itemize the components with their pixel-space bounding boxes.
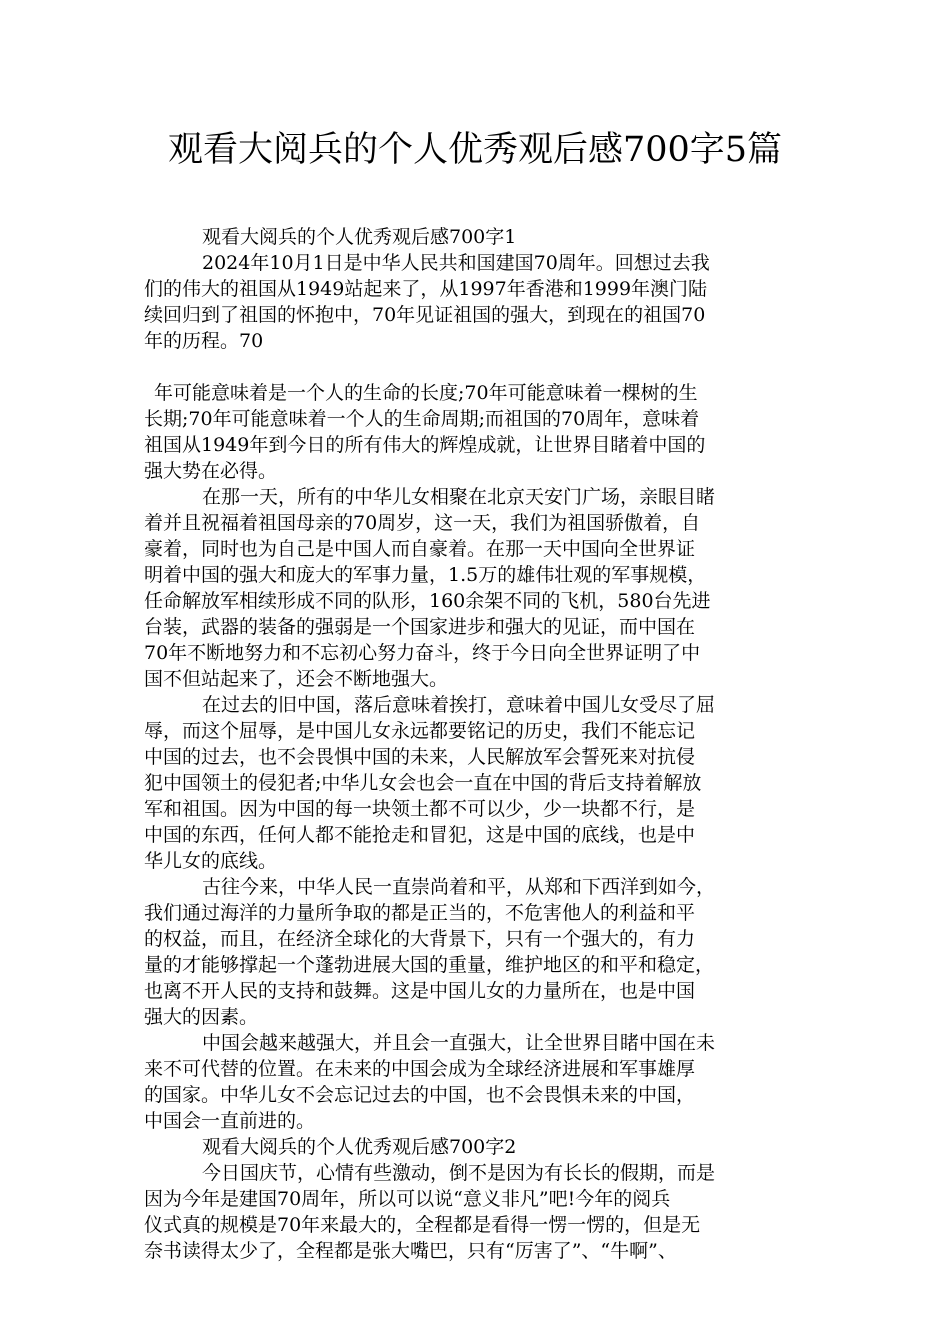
paragraph-line: 长期;70年可能意味着一个人的生命周期;而祖国的70周年，意味着	[144, 408, 700, 430]
document-title: 观看大阅兵的个人优秀观后感700字5篇	[167, 130, 783, 170]
paragraph-line: 犯中国领土的侵犯者;中华儿女会也会一直在中国的背后支持着解放	[144, 772, 702, 794]
section-heading-1: 观看大阅兵的个人优秀观后感700字1	[202, 226, 517, 248]
paragraph-line: 国不但站起来了，还会不断地强大。	[144, 668, 449, 690]
paragraph-line: 中国会一直前进的。	[144, 1110, 316, 1132]
paragraph-line: 今日国庆节，心情有些激动，倒不是因为有长长的假期，而是	[202, 1162, 716, 1184]
paragraph-line: 们的伟大的祖国从1949站起来了，从1997年香港和1999年澳门陆	[144, 278, 708, 300]
paragraph-line: 因为今年是建国70周年，所以可以说“意义非凡”吧!今年的阅兵	[144, 1188, 671, 1210]
paragraph-line: 年可能意味着是一个人的生命的长度;70年可能意味着一棵树的生	[154, 382, 698, 404]
paragraph-line: 续回归到了祖国的怀抱中，70年见证祖国的强大，到现在的祖国70	[144, 304, 706, 326]
paragraph-line: 明着中国的强大和庞大的军事力量，1.5万的雄伟壮观的军事规模，	[144, 564, 707, 586]
paragraph-line: 量的才能够撑起一个蓬勃进展大国的重量，维护地区的和平和稳定，	[144, 954, 715, 976]
document-body	[144, 224, 824, 1264]
paragraph-line: 中国的东西，任何人都不能抢走和冒犯，这是中国的底线，也是中	[144, 824, 696, 846]
paragraph-line: 豪着，同时也为自己是中国人而自豪着。在那一天中国向全世界证	[144, 538, 696, 560]
paragraph-line: 2024年10月1日是中华人民共和国建国70周年。回想过去我	[202, 252, 710, 274]
paragraph-line: 也离不开人民的支持和鼓舞。这是中国儿女的力量所在，也是中国	[144, 980, 696, 1002]
paragraph-line: 在那一天，所有的中华儿女相聚在北京天安门广场，亲眼目睹	[202, 486, 716, 508]
paragraph-line: 辱，而这个屈辱，是中国儿女永远都要铭记的历史，我们不能忘记	[144, 720, 696, 742]
paragraph-line: 着并且祝福着祖国母亲的70周岁，这一天，我们为祖国骄傲着，自	[144, 512, 701, 534]
section-heading-2: 观看大阅兵的个人优秀观后感700字2	[202, 1136, 517, 1158]
paragraph-line: 在过去的旧中国，落后意味着挨打，意味着中国儿女受尽了屈	[202, 694, 716, 716]
paragraph-line: 强大势在必得。	[144, 460, 278, 482]
paragraph-line: 70年不断地努力和不忘初心努力奋斗，终于今日向全世界证明了中	[144, 642, 701, 664]
paragraph-line: 任命解放军相续形成不同的队形，160余架不同的飞机，580台先进	[144, 590, 711, 612]
paragraph-line: 祖国从1949年到今日的所有伟大的辉煌成就，让世界目睹着中国的	[144, 434, 706, 456]
paragraph-line: 军和祖国。因为中国的每一块领土都不可以少，少一块都不行，是	[144, 798, 696, 820]
paragraph-line: 奈书读得太少了，全程都是张大嘴巴，只有“厉害了”、“牛啊”、	[144, 1240, 677, 1262]
paragraph-line: 台装，武器的装备的强弱是一个国家进步和强大的见证，而中国在	[144, 616, 696, 638]
paragraph-line: 中国的过去，也不会畏惧中国的未来，人民解放军会誓死来对抗侵	[144, 746, 696, 768]
paragraph-line: 华儿女的底线。	[144, 850, 278, 872]
paragraph-line: 强大的因素。	[144, 1006, 259, 1028]
paragraph-line: 古往今来，中华人民一直崇尚着和平，从郑和下西洋到如今，	[202, 876, 716, 898]
paragraph-line: 年的历程。70	[144, 330, 264, 352]
paragraph-line: 的权益，而且，在经济全球化的大背景下，只有一个强大的，有力	[144, 928, 696, 950]
paragraph-line: 我们通过海洋的力量所争取的都是正当的，不危害他人的利益和平	[144, 902, 696, 924]
paragraph-line: 的国家。中华儿女不会忘记过去的中国，也不会畏惧未来的中国，	[144, 1084, 696, 1106]
paragraph-line: 来不可代替的位置。在未来的中国会成为全球经济进展和军事雄厚	[144, 1058, 696, 1080]
blank-line	[144, 354, 824, 380]
paragraph-line: 仪式真的规模是70年来最大的，全程都是看得一愣一愣的，但是无	[144, 1214, 701, 1236]
paragraph-line: 中国会越来越强大，并且会一直强大，让全世界目睹中国在未	[202, 1032, 716, 1054]
